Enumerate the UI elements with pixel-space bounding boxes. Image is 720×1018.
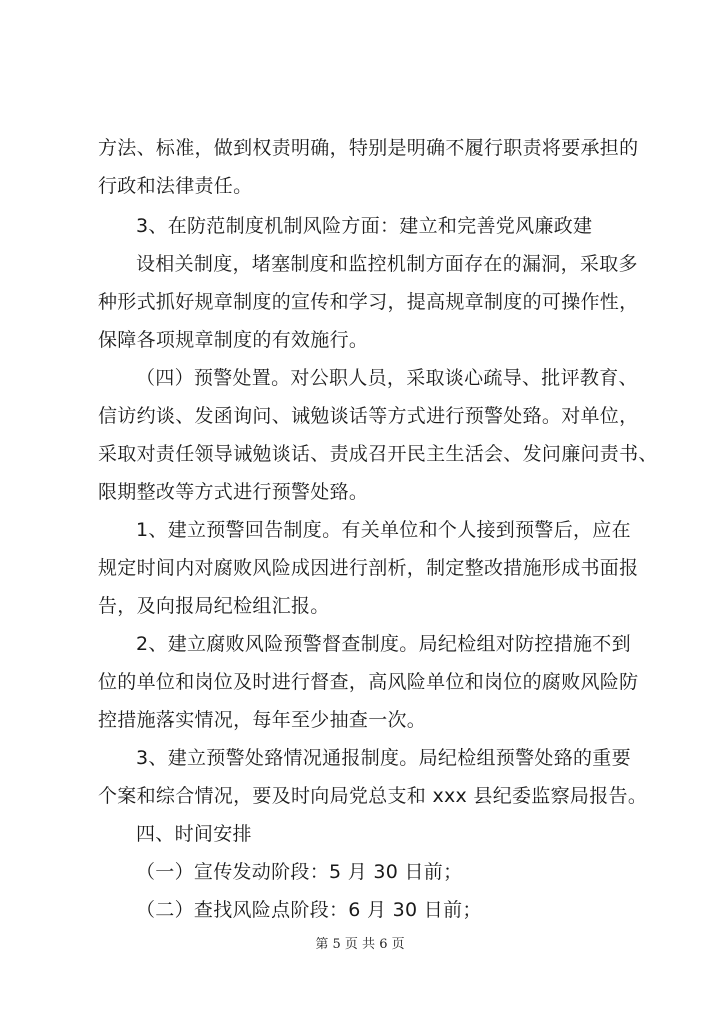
- text-line: 限期整改等方式进行预警处臵。: [98, 481, 369, 503]
- text-line: 3、建立预警处臵情况通报制度。局纪检组预警处臵的重要: [136, 747, 631, 769]
- text-line: 保障各项规章制度的有效施行。: [98, 329, 369, 351]
- text-line: 1、建立预警回告制度。有关单位和个人接到预警后，应在: [136, 519, 631, 541]
- text-line: 告，及向报局纪检组汇报。: [98, 595, 330, 617]
- text-line: 2、建立腐败风险预警督查制度。局纪检组对防控措施不到: [136, 633, 631, 655]
- text-line: （一）宣传发动阶段：5 月 30 日前；: [136, 861, 463, 883]
- text-line: 设相关制度，堵塞制度和监控机制方面存在的漏洞，采取多: [136, 253, 638, 275]
- text-line: 种形式抓好规章制度的宣传和学习，提高规章制度的可操作性，: [98, 291, 639, 313]
- text-line: 控措施落实情况，每年至少抽查一次。: [98, 709, 427, 731]
- text-line: 采取对责任领导诫勉谈话、责成召开民主生活会、发问廉问责书、: [98, 443, 658, 465]
- text-line: （二）查找风险点阶段：6 月 30 日前；: [136, 899, 482, 921]
- text-line: 信访约谈、发函询问、诫勉谈话等方式进行预警处臵。对单位，: [98, 405, 639, 427]
- text-line: 个案和综合情况，要及时向局党总支和 xxx 县纪委监察局报告。: [98, 785, 648, 807]
- text-line: 3、在防范制度机制风险方面：建立和完善党风廉政建: [136, 215, 593, 237]
- section-heading: 四、时间安排: [136, 823, 252, 845]
- text-line: 行政和法律责任。: [98, 175, 253, 197]
- text-line: （四）预警处置。对公职人员，采取谈心疏导、批评教育、: [136, 367, 638, 389]
- page-number-footer: 第 5 页 共 6 页: [315, 937, 405, 952]
- text-line: 规定时间内对腐败风险成因进行剖析，制定整改措施形成书面报: [98, 557, 639, 579]
- text-line: 方法、标准，做到权责明确，特别是明确不履行职责将要承担的: [98, 137, 639, 159]
- text-line: 位的单位和岗位及时进行督查，高风险单位和岗位的腐败风险防: [98, 671, 639, 693]
